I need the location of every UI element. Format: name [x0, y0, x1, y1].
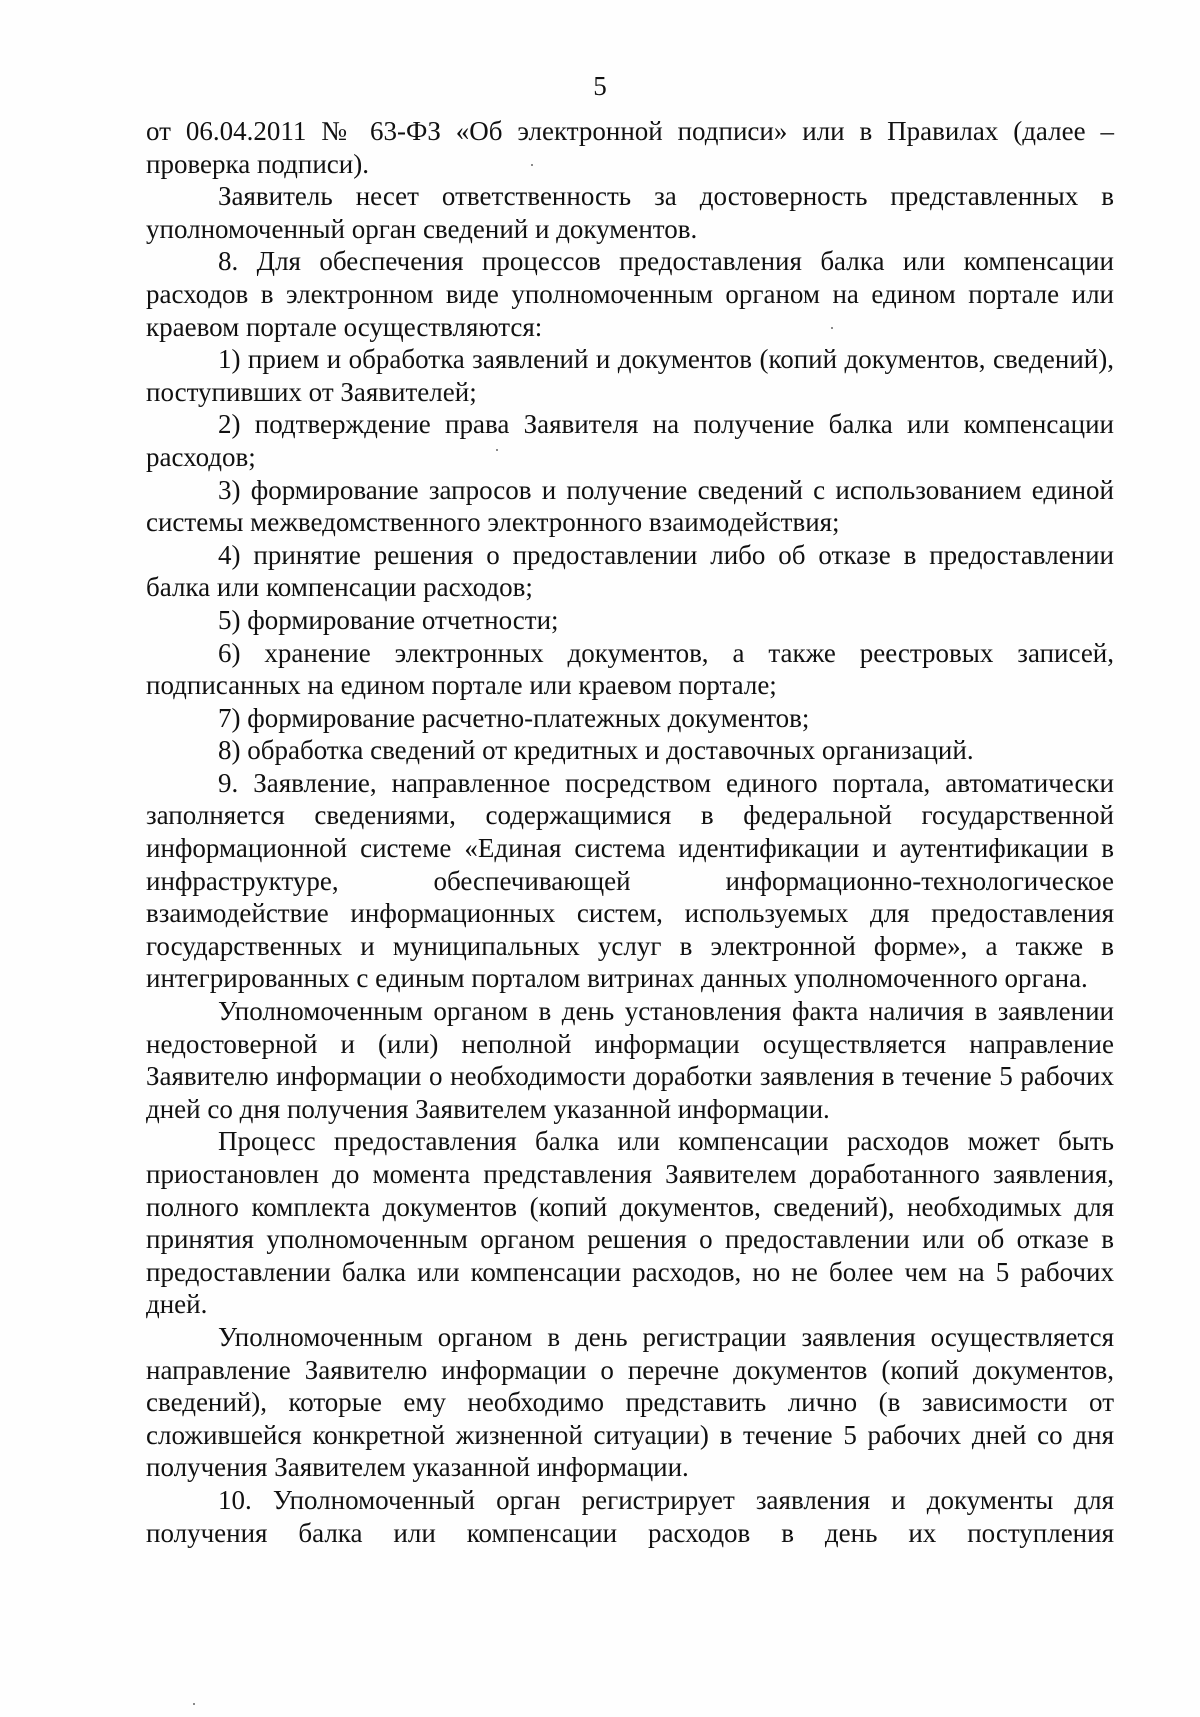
paragraph-incomplete-info: Уполномоченным органом в день установления факта наличия в заявлении недостоверной и (или) неполной информации осуществляется направление Заявителю информации о необходимости доработки заявления в течение 5 рабочих дней со дня получения Заявителем указанной информации.: [146, 996, 1114, 1124]
paragraph-signature-check: от 06.04.2011 № 63-ФЗ «Об электронной подписи» или в Правилах (далее – проверка подписи).: [146, 116, 1114, 179]
list-item-6: 6) хранение электронных документов, а также реестровых записей, подписанных на едином портале или краевом портале;: [146, 637, 1114, 701]
paragraph-suspension: Процесс предоставления балка или компенсации расходов может быть приостановлен до момента представления Заявителем доработанного заявления, полного комплекта документов (копий документов, сведений), необходимых для принятия уполномоченным органом решения о предоставлении или об отказе в предоставлении балка или компенсации расходов, но не более чем на 5 рабочих дней.: [146, 1126, 1114, 1320]
paragraph-clause-9: 9. Заявление, направленное посредством единого портала, автоматически заполняется сведениями, содержащимися в федеральной государственной информационной системе «Единая система идентификации и аутентификации в инфраструктуре, обеспечивающей информационно-технологическое взаимодействие информационных систем, используемых для предоставления государственных и муниципальных услуг в электронной форме», а также в интегрированных с единым порталом витринах данных уполномоченного органа.: [146, 767, 1114, 994]
list-item-7: 7) формирование расчетно-платежных документов;: [218, 702, 810, 733]
scan-speck: [496, 449, 498, 451]
list-item-4: 4) принятие решения о предоставлении либо об отказе в предоставлении балка или компенсации расходов;: [146, 539, 1114, 603]
scan-speck: [193, 1703, 195, 1705]
list-item-2: 2) подтверждение права Заявителя на получение балка или компенсации расходов;: [146, 409, 1114, 472]
document-body: [146, 115, 1114, 1549]
paragraph-registration-notice: Уполномоченным органом в день регистрации заявления осуществляется направление Заявителю информации о перечне документов (копий документов, сведений), которые ему необходимо представить лично (в зависимости от сложившейся конкретной жизненной ситуации) в течение 5 рабочих дней со дня получения Заявителем указанной информации.: [146, 1321, 1114, 1483]
scan-speck: [531, 164, 533, 166]
scan-speck: [831, 327, 833, 329]
list-item-8: 8) обработка сведений от кредитных и доставочных организаций.: [218, 735, 974, 766]
paragraph-clause-10: 10. Уполномоченный орган регистрирует заявления и документы для получения балка или компенсации расходов в день их поступления: [146, 1484, 1114, 1548]
list-item-5: 5) формирование отчетности;: [218, 604, 559, 635]
list-item-1: 1) прием и обработка заявлений и документов (копий документов, сведений), поступивших от Заявителей;: [146, 344, 1114, 407]
paragraph-applicant-responsibility: Заявитель несет ответственность за достоверность представленных в уполномоченный орган сведений и документов.: [146, 181, 1114, 244]
page-number: 5: [593, 71, 607, 101]
list-item-3: 3) формирование запросов и получение сведений с использованием единой системы межведомственного электронного взаимодействия;: [146, 474, 1114, 538]
paragraph-clause-8: 8. Для обеспечения процессов предоставления балка или компенсации расходов в электронном виде уполномоченным органом на едином портале или краевом портале осуществляются:: [146, 246, 1114, 342]
